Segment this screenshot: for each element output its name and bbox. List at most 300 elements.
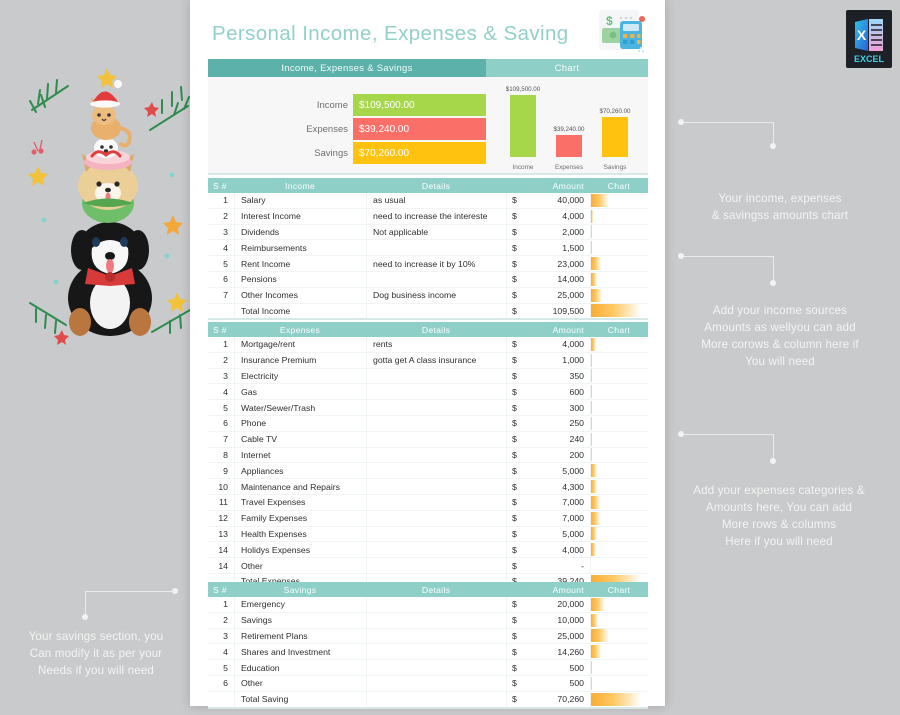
table-cell: 8	[223, 449, 228, 460]
table-cell: $	[506, 209, 528, 224]
table-cell: Internet	[234, 448, 366, 463]
table-header-cell: Chart	[607, 584, 631, 595]
table-header-cell: Amount	[552, 180, 584, 191]
table-header-cell: Amount	[552, 324, 584, 335]
table-cell: Dividends	[234, 225, 366, 240]
table-cell	[366, 527, 506, 542]
table-cell: Appliances	[234, 463, 366, 478]
table-cell: 7,000	[562, 497, 584, 508]
table-cell: Salary	[234, 193, 366, 208]
table-cell-chart	[590, 597, 648, 612]
table-cell: 109,500	[552, 305, 584, 316]
row-chart-bar	[591, 385, 592, 398]
row-chart-bar	[591, 629, 609, 642]
table-cell: 6	[223, 274, 228, 285]
row-chart-bar	[591, 401, 592, 414]
table-cell: $	[506, 337, 528, 352]
income-table	[208, 178, 648, 320]
table-header-cell: Details	[421, 584, 451, 595]
table-cell: $	[506, 527, 528, 542]
row-chart-bar	[591, 304, 641, 317]
excel-logo-tile	[846, 10, 892, 68]
annotation-income-note: Add your income sources Amounts as wellyou can add More corows & column here if You will need	[701, 304, 859, 368]
table-header-cell: Expenses	[279, 324, 321, 335]
table-cell: gotta get A class insurance	[366, 353, 506, 368]
table-cell: $	[506, 400, 528, 415]
table-cell-chart	[590, 416, 648, 431]
table-cell-chart	[590, 353, 648, 368]
callout-line-expenses-v	[773, 434, 774, 461]
table-cell: 14,260	[557, 646, 584, 657]
table-cell: 5	[223, 662, 228, 673]
row-chart-bar	[591, 448, 592, 461]
table-cell: $	[506, 288, 528, 303]
table-header-cell: Amount	[552, 584, 584, 595]
table-cell: 7	[223, 434, 228, 445]
table-cell-chart	[590, 256, 648, 271]
table-row[interactable]	[208, 463, 648, 479]
table-cell: $	[506, 558, 528, 573]
row-chart-bar	[591, 464, 597, 477]
table-row[interactable]	[208, 479, 648, 495]
money-calculator-icon	[593, 8, 648, 54]
callout-line-savings-v	[85, 591, 86, 617]
table-row[interactable]	[208, 369, 648, 385]
callout-dot-expenses-end	[770, 458, 776, 464]
summary-row-bar: $70,260.00	[353, 142, 486, 164]
table-cell: 4	[223, 386, 228, 397]
table-cell: need to increase the intereste	[366, 209, 506, 224]
row-chart-bar	[591, 433, 592, 446]
table-cell: 1,000	[562, 355, 584, 366]
summary-row-label: Savings	[314, 147, 348, 159]
svg-text:X: X	[856, 27, 867, 43]
summary-row	[228, 118, 486, 140]
table-cell: -	[581, 560, 584, 571]
table-cell: as usual	[366, 193, 506, 208]
table-cell: 7	[223, 290, 228, 301]
table-cell: $	[506, 511, 528, 526]
table-cell: $	[506, 416, 528, 431]
row-chart-bar	[591, 289, 602, 302]
table-cell: rents	[366, 337, 506, 352]
table-cell: need to increase it by 10%	[366, 256, 506, 271]
table-row[interactable]	[208, 240, 648, 256]
table-cell: $	[506, 542, 528, 557]
callout-line-savings-h	[85, 591, 175, 592]
table-cell: $	[506, 353, 528, 368]
table-cell: Emergency	[234, 597, 366, 612]
table-cell: 1	[223, 599, 228, 610]
table-cell-chart	[590, 432, 648, 447]
table-cell-chart	[590, 369, 648, 384]
table-row[interactable]	[208, 353, 648, 369]
row-chart-bar	[591, 677, 592, 690]
table-row[interactable]	[208, 613, 648, 629]
table-cell: Total Saving	[234, 692, 366, 707]
table-cell-chart	[590, 272, 648, 287]
table-cell: 3	[223, 630, 228, 641]
table-cell	[366, 660, 506, 675]
table-cell-chart	[590, 400, 648, 415]
table-row[interactable]	[208, 432, 648, 448]
table-row[interactable]	[208, 400, 648, 416]
table-cell: Savings	[234, 613, 366, 628]
table-cell: Water/Sewer/Trash	[234, 400, 366, 415]
table-cell	[366, 558, 506, 573]
table-header-cell: Income	[285, 180, 315, 191]
table-cell: $	[506, 613, 528, 628]
table-cell: 20,000	[557, 599, 584, 610]
table-cell: Reimbursements	[234, 240, 366, 255]
table-cell: 4	[223, 646, 228, 657]
summary-row-label: Income	[316, 99, 348, 111]
table-cell-chart	[590, 542, 648, 557]
table-row[interactable]	[208, 660, 648, 676]
table-cell: Gas	[234, 384, 366, 399]
table-cell: $	[506, 495, 528, 510]
table-row[interactable]	[208, 511, 648, 527]
table-cell: 200	[569, 449, 584, 460]
table-row[interactable]	[208, 558, 648, 574]
table-header-cell: S #	[213, 584, 227, 595]
table-header-cell: Savings	[283, 584, 317, 595]
row-chart-bar	[591, 369, 592, 382]
table-cell: 240	[569, 434, 584, 445]
table-cell-chart	[590, 644, 648, 659]
table-row[interactable]	[208, 527, 648, 543]
table-row[interactable]	[208, 448, 648, 464]
table-cell: Pensions	[234, 272, 366, 287]
summary-row-label: Expenses	[306, 123, 348, 135]
annotation-expenses-note: Add your expenses categories & Amounts here, You can add More rows & columns Here if you will need	[693, 484, 865, 548]
table-cell-chart	[590, 479, 648, 494]
table-cell: 500	[569, 678, 584, 689]
table-row[interactable]	[208, 256, 648, 272]
table-row[interactable]	[208, 304, 648, 321]
table-cell-chart	[590, 337, 648, 352]
row-chart-bar	[591, 598, 605, 611]
table-cell: Insurance Premium	[234, 353, 366, 368]
table-cell: 13	[218, 528, 228, 539]
table-header-cell: Details	[421, 180, 451, 191]
table-cell	[366, 676, 506, 691]
table-cell-chart	[590, 495, 648, 510]
table-cell: $	[506, 692, 528, 707]
table-cell-chart	[590, 511, 648, 526]
callout-line-income-v	[773, 256, 774, 283]
table-row[interactable]	[208, 288, 648, 304]
table-header-row	[208, 178, 648, 193]
table-cell: Phone	[234, 416, 366, 431]
summary-bar-chart	[486, 77, 648, 173]
table-cell: $	[506, 369, 528, 384]
table-header-cell: S #	[213, 324, 227, 335]
table-row[interactable]	[208, 542, 648, 558]
table-cell: Cable TV	[234, 432, 366, 447]
table-cell: 300	[569, 402, 584, 413]
table-row[interactable]	[208, 495, 648, 511]
table-cell: Travel Expenses	[234, 495, 366, 510]
table-cell-chart	[590, 225, 648, 240]
table-cell: Health Expenses	[234, 527, 366, 542]
table-header-row	[208, 322, 648, 337]
table-cell: $	[506, 432, 528, 447]
table-cell: 1	[223, 195, 228, 206]
table-cell	[366, 511, 506, 526]
table-cell	[366, 542, 506, 557]
summary-bar-list	[208, 77, 486, 173]
table-row[interactable]	[208, 692, 648, 709]
spreadsheet-sheet	[190, 0, 665, 706]
expenses-table	[208, 322, 648, 591]
table-cell: Mortgage/rent	[234, 337, 366, 352]
table-cell	[366, 272, 506, 287]
summary-row	[228, 94, 486, 116]
table-cell: 10,000	[557, 615, 584, 626]
table-cell	[366, 495, 506, 510]
table-cell: 9	[223, 465, 228, 476]
table-row[interactable]	[208, 597, 648, 613]
table-cell: $	[506, 448, 528, 463]
table-cell: 12	[218, 513, 228, 524]
table-cell: 1	[223, 339, 228, 350]
table-cell-chart	[590, 676, 648, 691]
table-cell-chart	[590, 527, 648, 542]
table-cell: Education	[234, 660, 366, 675]
table-header-cell: S #	[213, 180, 227, 191]
table-cell: $	[506, 644, 528, 659]
table-cell: $	[506, 240, 528, 255]
table-cell-chart	[590, 448, 648, 463]
row-chart-bar	[591, 354, 592, 367]
table-cell: 23,000	[557, 258, 584, 269]
table-cell: 6	[223, 678, 228, 689]
table-cell: 5	[223, 258, 228, 269]
table-row[interactable]	[208, 225, 648, 241]
table-cell: 4,000	[562, 544, 584, 555]
table-cell: $	[506, 676, 528, 691]
table-row[interactable]	[208, 676, 648, 692]
table-row[interactable]	[208, 337, 648, 353]
table-cell: Maintenance and Repairs	[234, 479, 366, 494]
row-chart-bar	[591, 480, 597, 493]
table-cell: 14,000	[557, 274, 584, 285]
table-cell	[366, 400, 506, 415]
table-cell	[366, 369, 506, 384]
table-cell: $	[506, 660, 528, 675]
row-chart-bar	[591, 338, 596, 351]
table-header-cell	[506, 582, 528, 597]
table-row[interactable]	[208, 644, 648, 660]
callout-line-chart-h	[684, 122, 774, 123]
excel-logo-label: EXCEL	[853, 54, 885, 64]
table-cell-chart	[590, 692, 648, 707]
table-cell: $	[506, 479, 528, 494]
table-cell	[366, 240, 506, 255]
table-row[interactable]	[208, 209, 648, 225]
table-cell-chart	[590, 209, 648, 224]
table-cell: $	[506, 629, 528, 644]
table-cell	[366, 692, 506, 707]
table-cell	[366, 448, 506, 463]
svg-text:$: $	[606, 14, 613, 28]
page-title: Personal Income, Expenses & Saving	[212, 22, 569, 45]
table-cell-chart	[590, 288, 648, 303]
table-row[interactable]	[208, 629, 648, 645]
table-cell	[366, 629, 506, 644]
table-cell: $	[506, 304, 528, 319]
table-header-cell: Details	[421, 324, 451, 335]
table-cell: Electricity	[234, 369, 366, 384]
table-cell: 5	[223, 402, 228, 413]
callout-line-chart-v	[773, 122, 774, 146]
summary-header-left: Income, Expenses & Savings	[208, 59, 486, 77]
table-row[interactable]	[208, 416, 648, 432]
row-chart-bar	[591, 241, 592, 254]
table-cell: $	[506, 193, 528, 208]
table-header-cell: Chart	[607, 180, 631, 191]
table-cell: 25,000	[557, 290, 584, 301]
table-header-row	[208, 582, 648, 597]
stacked-christmas-pets-illustration	[20, 60, 200, 345]
table-cell	[366, 432, 506, 447]
table-cell	[366, 597, 506, 612]
table-cell: $	[506, 384, 528, 399]
table-cell: 14	[218, 560, 228, 571]
table-cell-chart	[590, 193, 648, 208]
table-cell: 5,000	[562, 465, 584, 476]
summary-chart-category-label: Savings	[603, 164, 627, 171]
row-chart-bar	[591, 693, 641, 706]
row-chart-bar	[591, 543, 596, 556]
table-cell: Total Income	[234, 304, 366, 319]
table-cell: Dog business income	[366, 288, 506, 303]
table-header-cell	[506, 178, 528, 193]
table-cell: 2	[223, 615, 228, 626]
table-cell	[366, 304, 506, 319]
summary-chart-category-label: Income	[512, 164, 534, 171]
summary-header	[208, 59, 648, 77]
table-cell: 1,500	[562, 242, 584, 253]
summary-panel	[208, 77, 648, 175]
table-cell: 10	[218, 481, 228, 492]
table-cell: 40,000	[557, 195, 584, 206]
table-cell: 11	[218, 497, 228, 508]
table-cell: 500	[569, 662, 584, 673]
summary-chart-category-label: Expenses	[554, 164, 584, 171]
annotation-savings-note: Your savings section, you Can modify it as per your Needs if you will need	[28, 630, 164, 677]
callout-line-income-h	[684, 256, 774, 257]
table-cell-chart	[590, 463, 648, 478]
table-cell-chart	[590, 613, 648, 628]
table-cell: Holidys Expenses	[234, 542, 366, 557]
callout-dot-chart-end	[770, 143, 776, 149]
table-cell	[208, 692, 234, 707]
row-chart-bar	[591, 512, 600, 525]
table-cell: $	[506, 256, 528, 271]
table-cell: Rent Income	[234, 256, 366, 271]
row-chart-bar	[591, 257, 601, 270]
table-cell: Other	[234, 558, 366, 573]
table-row[interactable]	[208, 272, 648, 288]
table-cell: 2,000	[562, 226, 584, 237]
summary-row	[228, 142, 486, 164]
table-cell: 350	[569, 370, 584, 381]
summary-chart-bar	[602, 117, 628, 157]
row-chart-bar	[591, 614, 598, 627]
table-cell: $	[506, 225, 528, 240]
table-cell-chart	[590, 304, 648, 319]
row-chart-bar	[591, 225, 592, 238]
table-cell: Other Incomes	[234, 288, 366, 303]
table-cell: Retirement Plans	[234, 629, 366, 644]
table-cell: 3	[223, 226, 228, 237]
table-cell: 4,000	[562, 339, 584, 350]
table-cell: $	[506, 463, 528, 478]
table-cell	[366, 613, 506, 628]
table-row[interactable]	[208, 384, 648, 400]
summary-chart-bar	[510, 95, 536, 157]
table-cell-chart	[590, 660, 648, 675]
table-cell: 4	[223, 242, 228, 253]
summary-chart-bar	[556, 135, 582, 157]
annotation-chart-note: Your income, expenses & savingss amounts chart	[711, 192, 849, 222]
table-cell-chart	[590, 558, 648, 573]
row-chart-bar	[591, 194, 609, 207]
row-chart-bar	[591, 210, 593, 223]
table-cell: 3	[223, 370, 228, 381]
table-cell: Other	[234, 676, 366, 691]
callout-dot-savings-end	[82, 614, 88, 620]
callout-line-expenses-h	[684, 434, 774, 435]
row-chart-bar	[591, 496, 600, 509]
row-chart-bar	[591, 417, 592, 430]
table-cell: 2	[223, 211, 228, 222]
table-cell: $	[506, 272, 528, 287]
table-cell: 2	[223, 355, 228, 366]
summary-row-bar: $39,240.00	[353, 118, 486, 140]
table-cell-chart	[590, 240, 648, 255]
table-cell: 4,000	[562, 211, 584, 222]
table-cell: $	[506, 597, 528, 612]
table-cell: 6	[223, 418, 228, 429]
table-cell-chart	[590, 384, 648, 399]
table-cell: 5,000	[562, 528, 584, 539]
table-cell: Family Expenses	[234, 511, 366, 526]
summary-row-bar: $109,500.00	[353, 94, 486, 116]
table-cell: Shares and Investment	[234, 644, 366, 659]
table-header-cell	[506, 322, 528, 337]
summary-chart-value-label: $109,500.00	[505, 85, 541, 93]
row-chart-bar	[591, 527, 597, 540]
table-cell: 14	[218, 544, 228, 555]
table-cell	[366, 644, 506, 659]
callout-dot-income-end	[770, 280, 776, 286]
table-cell	[208, 304, 234, 319]
row-chart-bar	[591, 661, 592, 674]
summary-header-chart: Chart	[486, 59, 648, 77]
table-cell	[366, 416, 506, 431]
row-chart-bar	[591, 645, 601, 658]
savings-table	[208, 582, 648, 709]
row-chart-bar	[591, 273, 597, 286]
table-cell-chart	[590, 629, 648, 644]
table-row[interactable]	[208, 193, 648, 209]
table-cell: 4,300	[562, 481, 584, 492]
table-cell: 600	[569, 386, 584, 397]
table-header-cell: Chart	[607, 324, 631, 335]
